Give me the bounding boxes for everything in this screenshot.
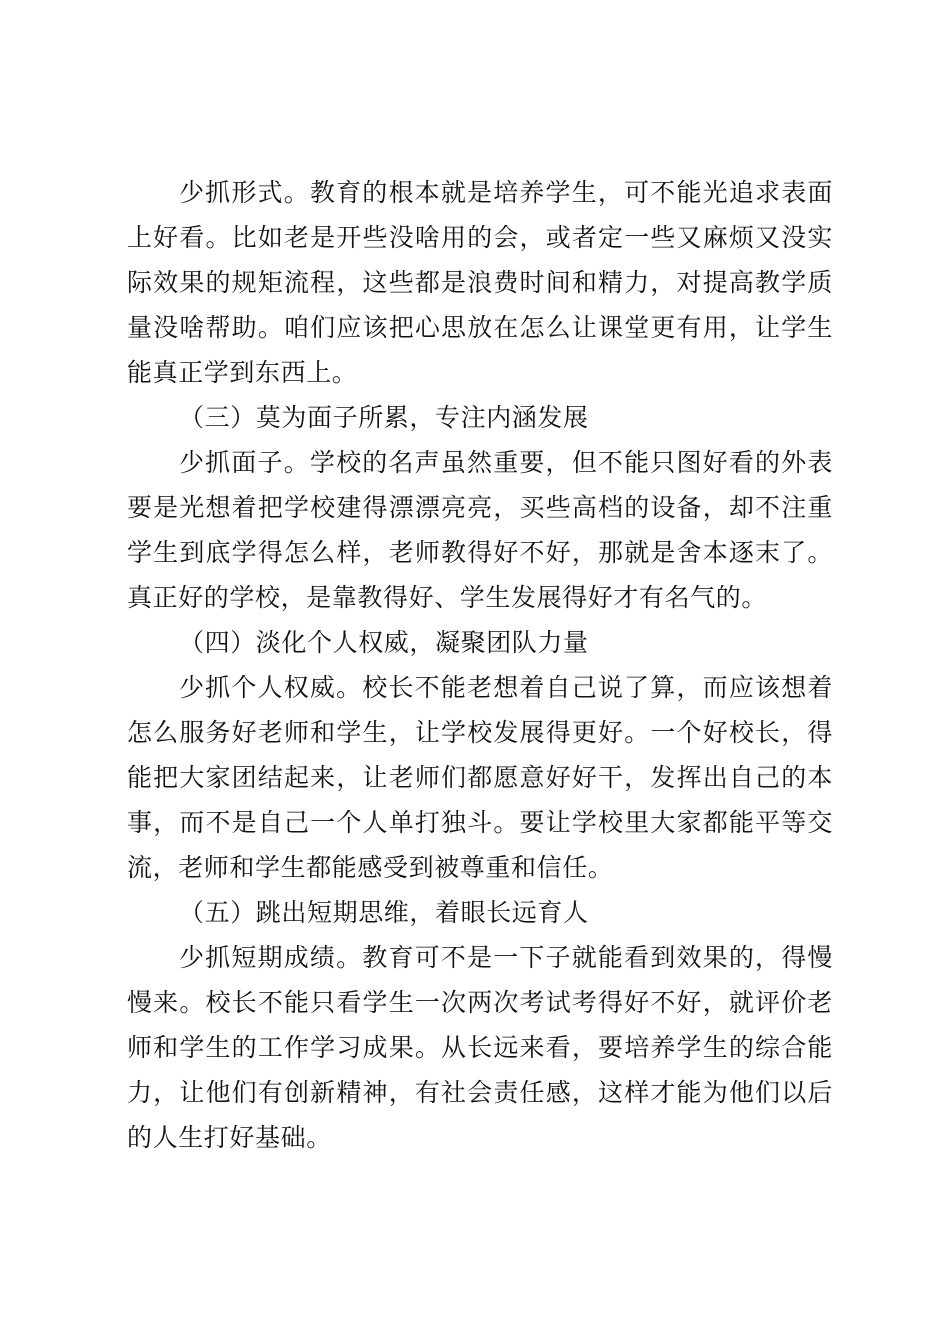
- section-heading-3: （三）莫为面子所累，专注内涵发展: [179, 403, 589, 432]
- section-heading-5: （五）跳出短期思维，着眼长远育人: [179, 898, 589, 927]
- document-body: [127, 170, 833, 1160]
- paragraph-face: 少抓面子。学校的名声虽然重要，但不能只图好看的外表要是光想着把学校建得漂漂亮亮，买些高档的设备，却不注重学生到底学得怎么样，老师教得好不好，那就是舍本逐末了。真正好的学校，是靠教得好、学生发展得好才有名气的。: [127, 448, 833, 612]
- paragraph-authority: 少抓个人权威。校长不能老想着自己说了算，而应该想着怎么服务好老师和学生，让学校发展得更好。一个好校长，得能把大家团结起来，让老师们都愿意好好干，发挥出自己的本事，而不是自己一个人单打独斗。要让学校里大家都能平等交流，老师和学生都能感受到被尊重和信任。: [127, 673, 833, 882]
- paragraph-short-term: 少抓短期成绩。教育可不是一下子就能看到效果的，得慢慢来。校长不能只看学生一次两次考试考得好不好，就评价老师和学生的工作学习成果。从长远来看，要培养学生的综合能力，让他们有创新精神，有社会责任感，这样才能为他们以后的人生打好基础。: [127, 943, 833, 1152]
- section-heading-4: （四）淡化个人权威，凝聚团队力量: [179, 628, 589, 657]
- paragraph-formalism: 少抓形式。教育的根本就是培养学生，可不能光追求表面上好看。比如老是开些没啥用的会，或者定一些又麻烦又没实际效果的规矩流程，这些都是浪费时间和精力，对提高教学质量没啥帮助。咱们应该把心思放在怎么让课堂更有用，让学生能真正学到东西上。: [127, 178, 833, 387]
